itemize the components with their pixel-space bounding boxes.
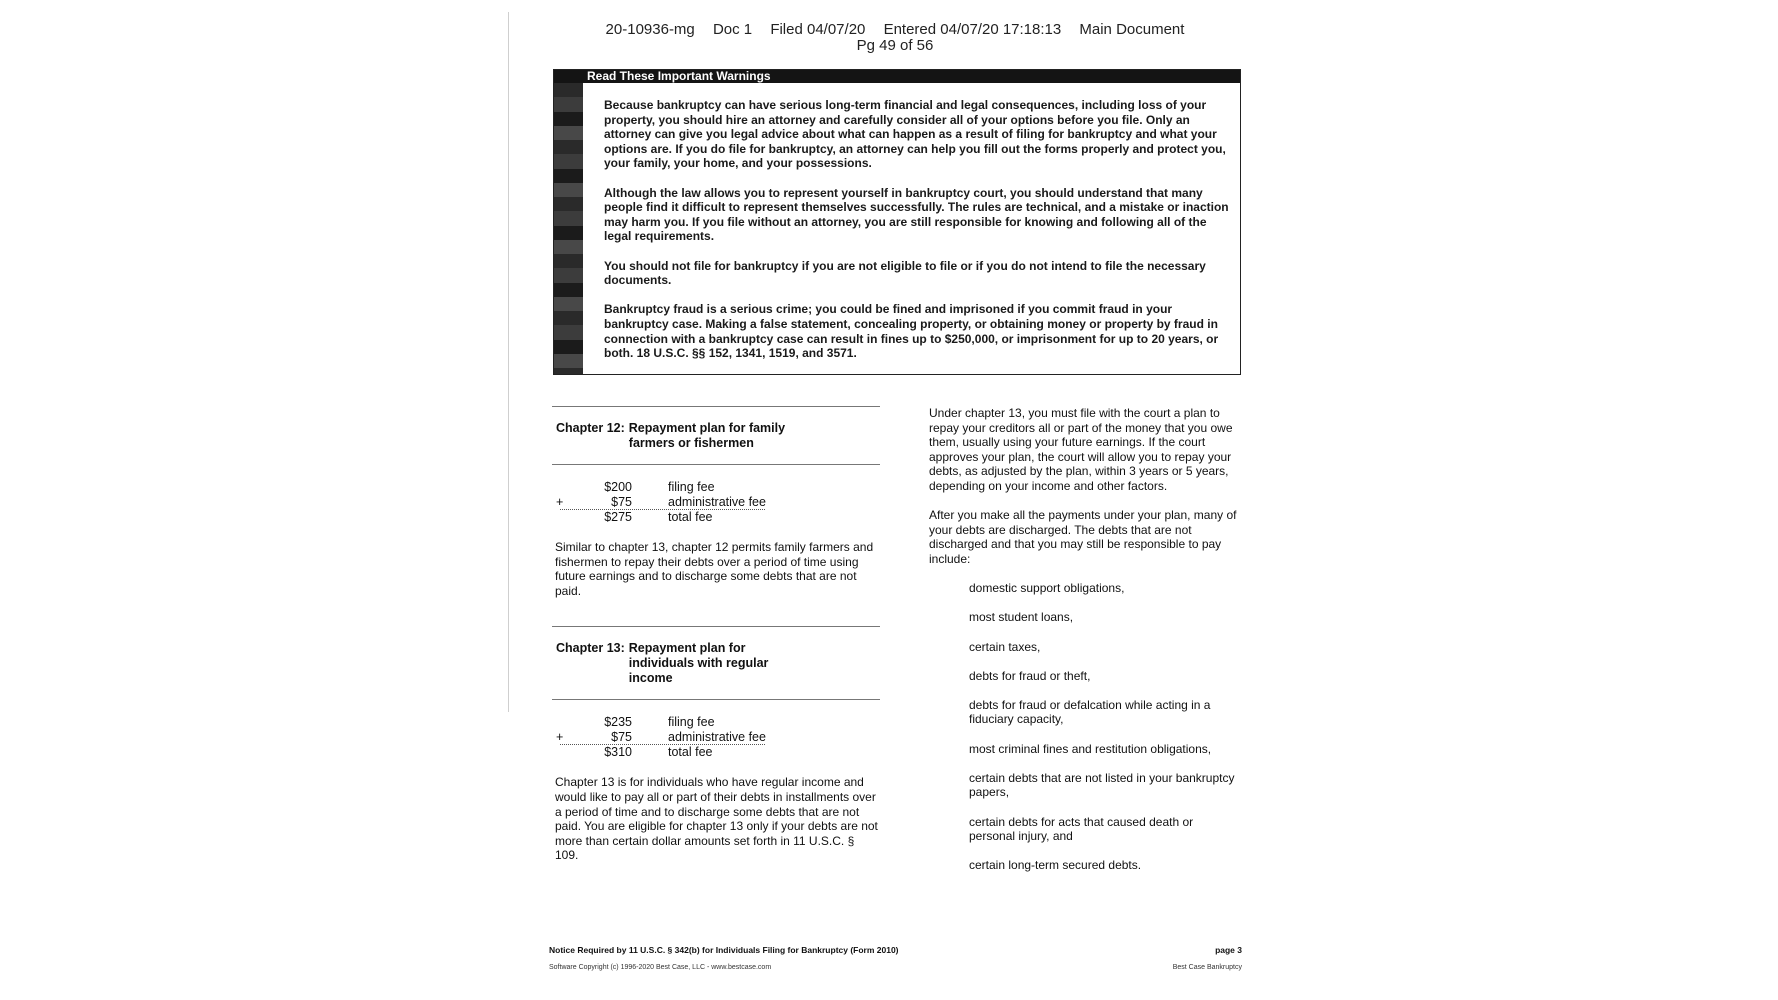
- warning-paragraph: You should not file for bankruptcy if you are not eligible to file or if you do not intend to file the necessary documents.: [604, 258, 1206, 288]
- warnings-title-bar: [554, 70, 1240, 83]
- discharge-paragraph: After you make all the payments under your plan, many of your debts are discharged. The debts that are not discharged and that you may still be responsible to pay include:: [929, 508, 1237, 566]
- fee-label: filing fee: [668, 480, 715, 494]
- list-item: domestic support obligations,: [969, 581, 1125, 596]
- chapter13-name: Repayment plan for individuals with regular income: [628, 641, 769, 686]
- fee-amount: $275: [604, 510, 632, 524]
- fee-label: administrative fee: [668, 730, 766, 745]
- warnings-title: Read These Important Warnings: [587, 69, 771, 83]
- fee-label: total fee: [668, 745, 713, 760]
- chapter13-heading: [552, 641, 880, 686]
- case-number: 20-10936-mg: [605, 21, 695, 38]
- fee-label: administrative fee: [668, 495, 766, 509]
- footer-notice: Notice Required by 11 U.S.C. § 342(b) for Individuals Filing for Bankruptcy (Form 2010): [549, 945, 899, 955]
- list-item: most student loans,: [969, 610, 1074, 625]
- fee-label: total fee: [668, 510, 713, 524]
- entered-date: Entered 04/07/20 17:18:13: [883, 21, 1062, 38]
- chapter13-description: Chapter 13 is for individuals who have regular income and would like to pay all or part of their debts in installments over a period of time and to discharge some debts that are not paid. You are eligible for chapter 13 only if your debts are not more than certain dollar amounts set forth in 11 U.S.C. § 109.: [555, 775, 878, 863]
- plus-sign: +: [556, 730, 564, 745]
- page-edge-rule: [508, 12, 509, 712]
- fee-amount: $200: [604, 480, 632, 494]
- warning-paragraph: Bankruptcy fraud is a serious crime; you could be fined and imprisoned if you commit fraud in your bankruptcy case. Making a false statement, concealing property, or obtaining money or property by fraud in connection with a bankruptcy case can result in fines up to $250,000, or imprisonment for up to 20 years, or both. 18 U.S.C. §§ 152, 1341, 1519, and 3571.: [604, 302, 1219, 361]
- main-document-label: Main Document: [1079, 21, 1185, 38]
- list-item: certain debts that are not listed in your bankruptcy papers,: [969, 770, 1235, 800]
- fee-amount: $75: [611, 730, 632, 745]
- warnings-box: [553, 69, 1241, 375]
- chapter12-fee-table: [552, 480, 880, 525]
- warnings-body: [604, 98, 1236, 375]
- chapter12-description: Similar to chapter 13, chapter 12 permits family farmers and fishermen to repay their debts over a period of time using future earnings and to discharge some debts that are not paid.: [555, 540, 874, 598]
- warning-paragraph: Although the law allows you to represent yourself in bankruptcy court, you should understand that many people find it difficult to represent themselves successfully. The rules are technical, and a mistake or inaction may harm you. If you file without an attorney, you are still responsible for knowing and following all of the legal requirements.: [604, 185, 1229, 244]
- chapter12-number: Chapter 12:: [556, 421, 625, 435]
- court-filing-header: [555, 22, 1235, 54]
- page-indicator: Pg 49 of 56: [856, 37, 934, 54]
- chapter12-name: Repayment plan for family farmers or fishermen: [628, 421, 786, 450]
- list-item: certain debts for acts that caused death or personal injury, and: [969, 814, 1194, 844]
- fee-amount: $75: [611, 495, 632, 509]
- warnings-sidebar: [554, 83, 583, 374]
- fee-label: filing fee: [668, 715, 715, 730]
- doc-number: Doc 1: [712, 21, 753, 38]
- list-item: most criminal fines and restitution obligations,: [969, 741, 1212, 756]
- list-item: debts for fraud or defalcation while acting in a fiduciary capacity,: [969, 697, 1211, 727]
- chapter12-heading: [552, 421, 880, 451]
- chapter13-number: Chapter 13:: [556, 641, 625, 656]
- list-item: certain long-term secured debts.: [969, 858, 1142, 873]
- footer-brand: Best Case Bankruptcy: [1172, 964, 1242, 971]
- left-column: [552, 406, 880, 863]
- fee-amount: $235: [604, 715, 632, 730]
- plus-sign: +: [556, 495, 564, 509]
- fee-amount: $310: [604, 745, 632, 760]
- footer-page-number: page 3: [1215, 945, 1242, 955]
- list-item: certain taxes,: [969, 639, 1041, 654]
- filed-date: Filed 04/07/20: [770, 21, 866, 38]
- right-column: [929, 406, 1241, 888]
- list-item: debts for fraud or theft,: [969, 668, 1091, 683]
- chapter13-fee-table: [552, 715, 880, 760]
- footer-copyright: Software Copyright (c) 1996-2020 Best Case, LLC - www.bestcase.com: [549, 964, 772, 971]
- warning-paragraph: Because bankruptcy can have serious long-term financial and legal consequences, including loss of your property, you should hire an attorney and carefully consider all of your options before you file. Only an attorney can give you legal advice about what can happen as a result of filing for bankruptcy and what your options are. If you do file for bankruptcy, an attorney can help you fill out the forms properly and protect you, your family, your home, and your possessions.: [604, 98, 1226, 171]
- chapter13-plan-paragraph: Under chapter 13, you must file with the court a plan to repay your creditors all or part of the money that you owe them, usually using your future earnings. If the court approves your plan, the court will allow you to repay your debts, as adjusted by the plan, within 3 years or 5 years, depending on your income and other factors.: [929, 406, 1233, 493]
- nondischargeable-debts-list: [929, 581, 1241, 873]
